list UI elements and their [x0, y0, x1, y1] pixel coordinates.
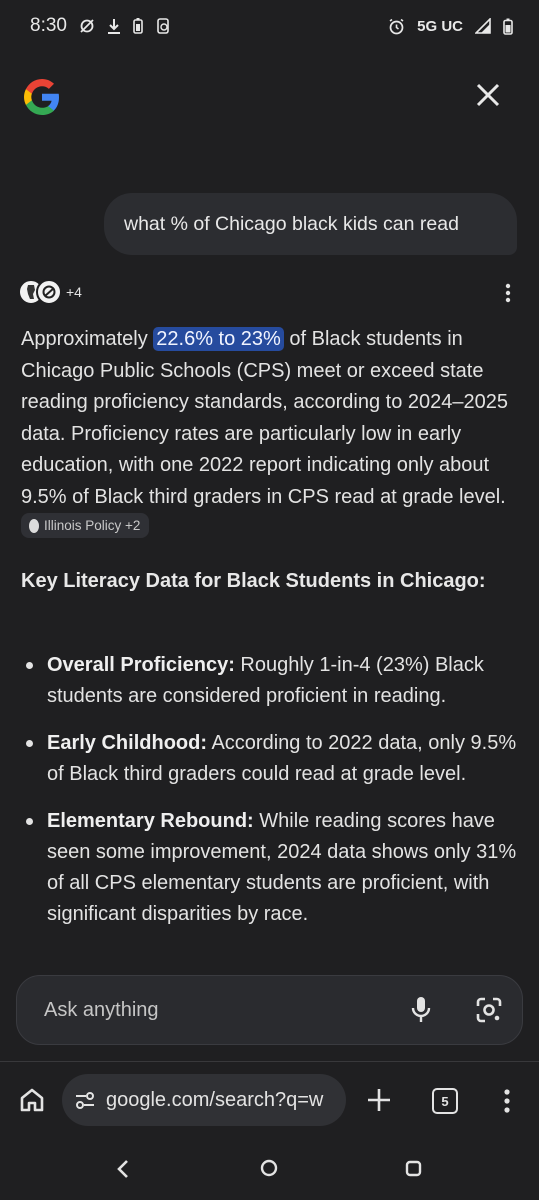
answer-intro-after: of Black students in Chicago Public Schools (CPS) meet or exceed state reading proficiency standards, according to 2024–2025 data. Proficiency rates are particularly low in early education, with one 2022 report indicating only about 9.5% of Black third graders in CPS read at grade level. — [21, 328, 508, 508]
page-info-tune-icon[interactable] — [74, 1089, 96, 1111]
bullet-label: Overall Proficiency: — [47, 654, 235, 676]
more-options-button[interactable] — [502, 281, 514, 305]
list-item — [21, 650, 521, 712]
more-vert-icon — [500, 1088, 514, 1114]
answer-highlight: 22.6% to 23% — [153, 327, 284, 351]
google-g-logo — [20, 75, 64, 119]
back-chevron-icon — [114, 1158, 132, 1180]
home-icon — [18, 1086, 46, 1114]
content-fade — [0, 930, 539, 976]
list-item — [21, 728, 521, 790]
status-bar — [0, 0, 539, 52]
bullet-text: Roughly 1-in-4 (23%) Black students are considered proficient in reading. — [47, 654, 484, 707]
bullet-dot-icon — [26, 818, 33, 825]
nav-home-button[interactable] — [260, 1159, 278, 1177]
user-query-bubble — [104, 193, 517, 255]
browser-toolbar — [0, 1062, 539, 1146]
source-favicon-icon — [36, 279, 62, 305]
plus-icon — [366, 1087, 392, 1113]
user-query-text: what % of Chicago black kids can read — [124, 212, 459, 235]
citation-chip[interactable] — [21, 513, 149, 538]
list-item — [21, 806, 521, 930]
bullet-label: Elementary Rebound: — [47, 810, 254, 832]
illinois-policy-favicon-icon — [29, 519, 39, 533]
top-bar — [0, 70, 539, 126]
status-time: 8:30 — [30, 15, 67, 36]
bullet-dot-icon — [26, 740, 33, 747]
new-tab-button[interactable] — [366, 1087, 392, 1113]
battery-icon — [503, 18, 513, 35]
tab-count: 5 — [441, 1093, 449, 1109]
status-left — [30, 15, 171, 37]
download-icon — [107, 18, 121, 34]
ask-bar — [16, 975, 523, 1045]
signal-icon — [475, 18, 491, 34]
close-button[interactable] — [473, 80, 503, 110]
bullet-text: While reading scores have seen some improvement, 2024 data shows only 31% of all CPS elementary students are proficient, with significant disparities by race. — [47, 810, 517, 925]
recents-square-icon — [405, 1160, 422, 1177]
more-vert-icon — [502, 281, 514, 305]
network-type: 5G UC — [417, 17, 463, 35]
sources-count: +4 — [66, 284, 82, 300]
battery-saver-icon — [133, 18, 143, 34]
microphone-icon — [410, 996, 432, 1024]
answer-intro-before: Approximately — [21, 328, 154, 350]
key-data-list — [21, 650, 521, 946]
bullet-text: According to 2022 data, only 9.5% of Black third graders could read at grade level. — [47, 732, 517, 785]
browser-home-button[interactable] — [18, 1086, 46, 1114]
citation-chip-label: Illinois Policy +2 — [44, 517, 141, 533]
google-lens-button[interactable] — [474, 995, 504, 1025]
ask-bar-actions — [406, 995, 504, 1025]
sources-row[interactable] — [18, 278, 82, 306]
ai-answer-paragraph — [21, 324, 521, 545]
tab-switcher-button[interactable] — [432, 1088, 458, 1114]
browser-menu-button[interactable] — [500, 1088, 514, 1114]
home-circle-icon — [260, 1159, 278, 1177]
bullet-label: Early Childhood: — [47, 732, 207, 754]
address-bar[interactable] — [62, 1074, 346, 1126]
nav-back-button[interactable] — [114, 1158, 132, 1180]
bullet-dot-icon — [26, 662, 33, 669]
nav-recents-button[interactable] — [405, 1160, 422, 1177]
system-nav-bar — [0, 1146, 539, 1200]
lens-camera-icon — [475, 996, 503, 1024]
phone-sync-icon — [155, 18, 171, 34]
sync-off-icon — [79, 18, 95, 34]
url-text: google.com/search?q=w — [106, 1088, 324, 1111]
microphone-button[interactable] — [406, 995, 436, 1025]
ask-input[interactable] — [42, 998, 406, 1023]
section-title: Key Literacy Data for Black Students in Chicago: — [21, 570, 486, 592]
alarm-icon — [388, 18, 405, 35]
status-right — [388, 18, 513, 35]
close-icon — [473, 80, 503, 110]
